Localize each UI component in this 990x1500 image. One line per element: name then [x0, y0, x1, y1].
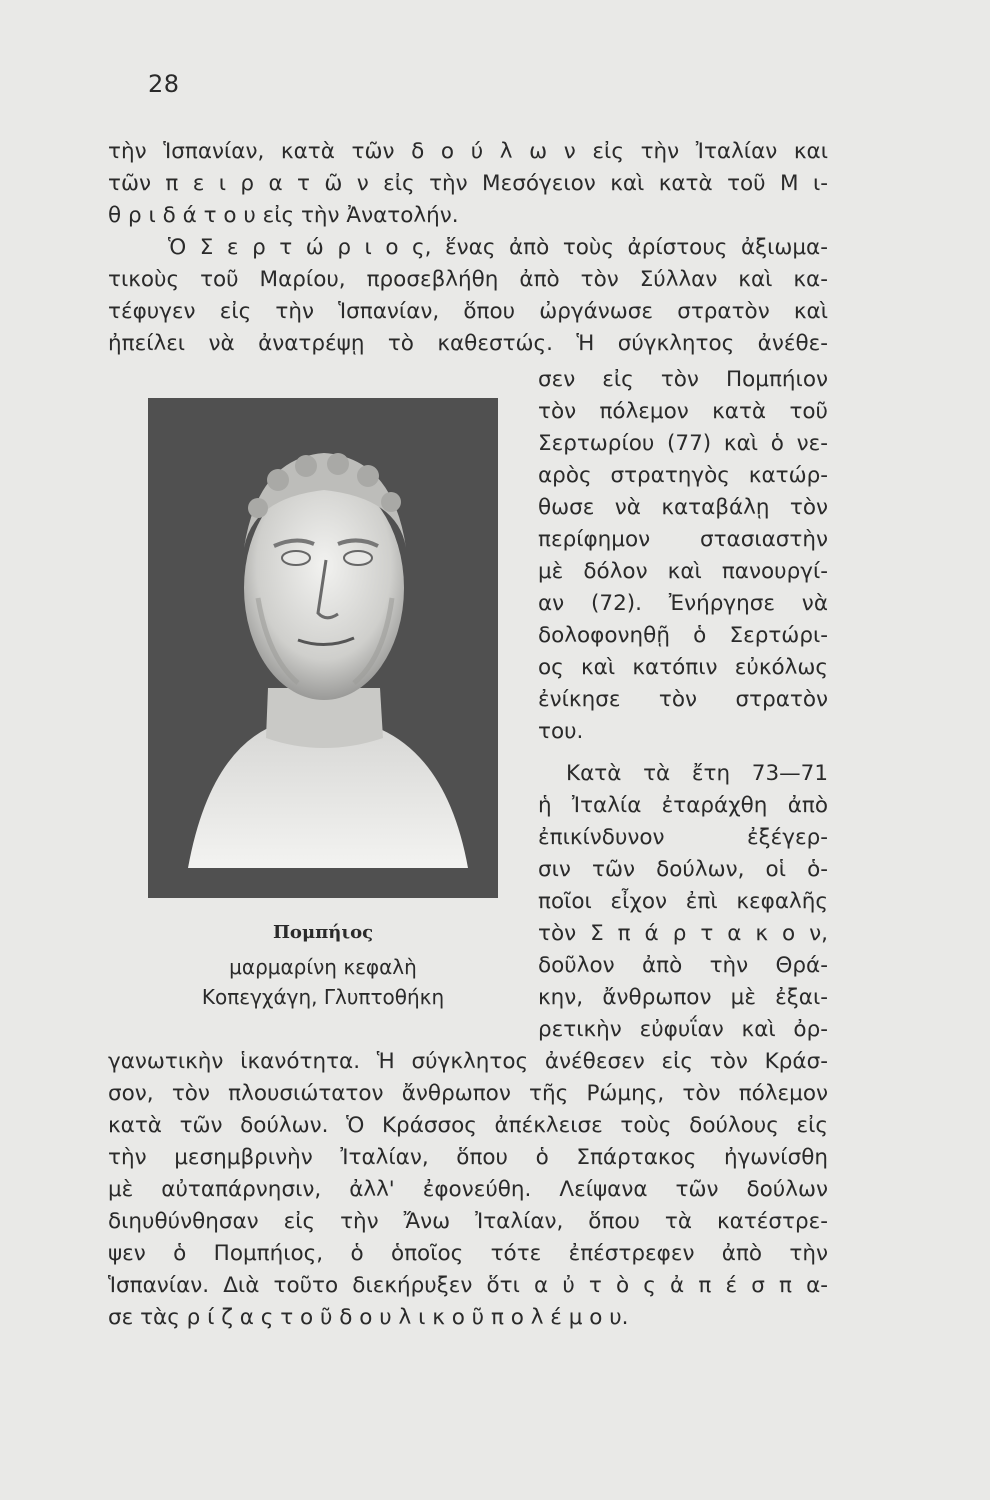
text-line: τὴν μεσημβρινὴν Ἰταλίαν, ὅπου ὁ Σπάρτακος ἠγωνίσθη: [108, 1145, 828, 1170]
column-line: κην, ἄνθρωπον μὲ ἐξαι-: [538, 985, 828, 1010]
column-line: θωσε νὰ καταβάλῃ τὸν: [538, 495, 828, 520]
column-line: περίφημον στασιαστὴν: [538, 527, 828, 552]
text-line: ἠπείλει νὰ ἀνατρέψῃ τὸ καθεστώς. Ἡ σύγκλητος ἀνέθε-: [108, 331, 828, 356]
column-line: αρὸς στρατηγὸς κατώρ-: [538, 463, 828, 488]
text-line: Ἱσπανίαν. Διὰ τοῦτο διεκήρυξεν ὅτι α ὐ τ ὸ ς ἀ π έ σ π α-: [108, 1273, 828, 1298]
text-line: τέφυγεν εἰς τὴν Ἱσπανίαν, ὅπου ὠργάνωσε στρατὸν καὶ: [108, 299, 828, 324]
column-line: σεν εἰς τὸν Πομπήιον: [538, 367, 828, 392]
column-line: σιν τῶν δούλων, οἱ ὁ-: [538, 857, 828, 882]
text-line: μὲ αὐταπάρνησιν, ἀλλ' ἐφονεύθη. Λείψανα τῶν δούλων: [108, 1177, 828, 1202]
text-line: ψεν ὁ Πομπήιος, ὁ ὁποῖος τότε ἐπέστρεφεν ἀπὸ τὴν: [108, 1241, 828, 1266]
page-number: 28: [148, 70, 180, 98]
column-line: τὸν πόλεμον κατὰ τοῦ: [538, 399, 828, 424]
column-line: ποῖοι εἶχον ἐπὶ κεφαλῆς: [538, 889, 828, 914]
column-line: ος καὶ κατόπιν εὐκόλως: [538, 655, 828, 680]
column-line: δοῦλον ἀπὸ τὴν Θρά-: [538, 953, 828, 978]
text-line: τῶν π ε ι ρ α τ ῶ ν εἰς τὴν Μεσόγειον καὶ κατὰ τοῦ Μ ι-: [108, 171, 828, 196]
portrait-photo: [148, 398, 498, 898]
figure-caption-line: Κοπεγχάγη, Γλυπτοθήκη: [201, 985, 445, 1009]
column-line: δολοφονηθῇ ὁ Σερτώρι-: [538, 623, 828, 648]
pompey-bust-image: [148, 398, 498, 898]
figure-caption-title: Πομπήιος: [272, 922, 374, 943]
column-line: ἡ Ἰταλία ἐταράχθη ἀπὸ: [538, 793, 828, 818]
text-line: θ ρ ι δ ά τ ο υ εἰς τὴν Ἀνατολήν.: [108, 203, 459, 228]
text-line: Ὁ Σ ε ρ τ ώ ρ ι ο ς, ἕνας ἀπὸ τοὺς ἀρίστους ἀξιωμα-: [168, 235, 828, 260]
column-line: του.: [538, 719, 584, 744]
column-line: ἐπικίνδυνον ἐξέγερ-: [538, 825, 828, 850]
column-line: Κατὰ τὰ ἔτη 73—71: [566, 761, 828, 786]
column-line: μὲ δόλον καὶ πανουργί-: [538, 559, 828, 584]
column-line: τὸν Σ π ά ρ τ α κ ο ν,: [538, 921, 828, 946]
text-line: σον, τὸν πλουσιώτατον ἄνθρωπον τῆς Ρώμης, τὸν πόλεμον: [108, 1081, 828, 1106]
column-line: ἐνίκησε τὸν στρατὸν: [538, 687, 828, 712]
text-line: τὴν Ἱσπανίαν, κατὰ τῶν δ ο ύ λ ω ν εἰς τὴν Ἰταλίαν και: [108, 139, 828, 164]
column-line: Σερτωρίου (77) καὶ ὁ νε-: [538, 431, 828, 456]
text-line: διηυθύνθησαν εἰς τὴν Ἄνω Ἰταλίαν, ὅπου τὰ κατέστρε-: [108, 1209, 828, 1234]
text-line: τικοὺς τοῦ Μαρίου, προσεβλήθη ἀπὸ τὸν Σύλλαν καὶ κα-: [108, 267, 828, 292]
text-line: γανωτικὴν ἱκανότητα. Ἡ σύγκλητος ἀνέθεσεν εἰς τὸν Κράσ-: [108, 1049, 828, 1074]
figure-caption-line: μαρμαρίνη κεφαλὴ: [229, 955, 417, 979]
text-line: σε τὰς ρ ί ζ α ς τ ο ῦ δ ο υ λ ι κ ο ῦ π ο λ έ μ ο υ.: [108, 1305, 629, 1330]
column-line: ρετικὴν εὐφυΐαν καὶ ὀρ-: [538, 1017, 828, 1042]
column-line: αν (72). Ἐνήργησε νὰ: [538, 591, 828, 616]
text-line: κατὰ τῶν δούλων. Ὁ Κράσσος ἀπέκλεισε τοὺς δούλους εἰς: [108, 1113, 828, 1138]
